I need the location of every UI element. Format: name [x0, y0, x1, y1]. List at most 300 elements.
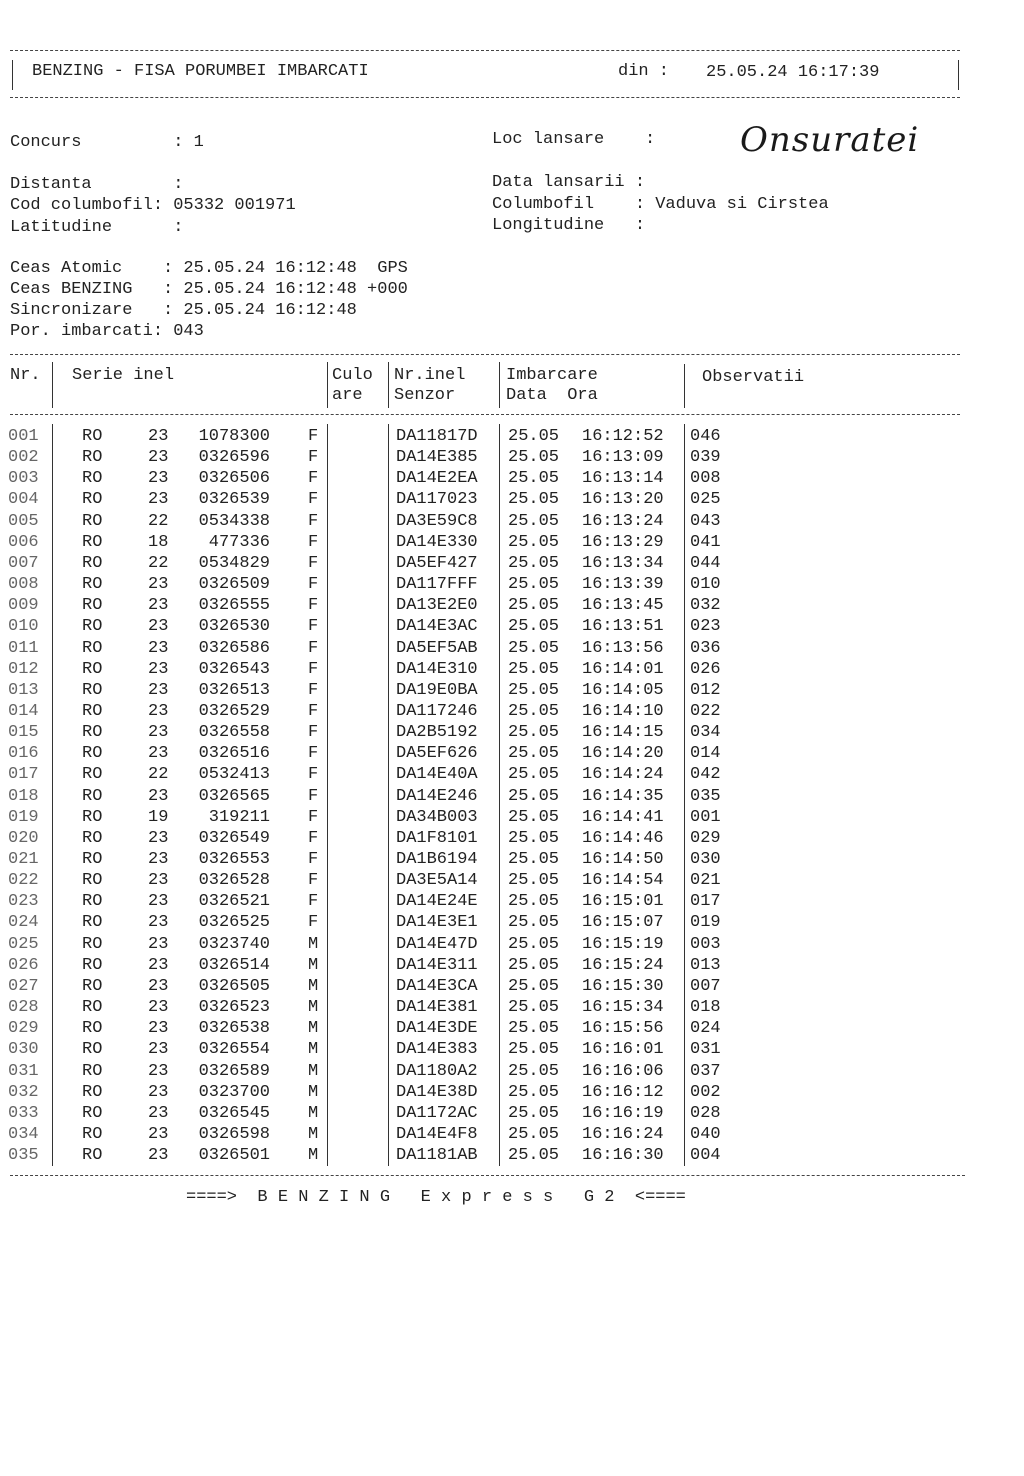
- row-sex: M: [308, 1103, 319, 1123]
- row-year: 23: [148, 1082, 169, 1102]
- row-nr: 029: [8, 1019, 39, 1039]
- row-observatii: 008: [690, 469, 721, 489]
- row-ring-number: 0326525: [198, 913, 270, 933]
- row-sex: M: [308, 1146, 319, 1166]
- row-sex: M: [308, 1082, 319, 1102]
- row-country: RO: [82, 871, 103, 891]
- header-left-border: [12, 60, 13, 90]
- row-observatii: 013: [690, 955, 721, 975]
- col-header-culoare-1: Culo: [332, 366, 373, 385]
- row-time: 16:14:05: [582, 680, 664, 700]
- col-header-nrinel-1: Nr.inel: [394, 366, 466, 385]
- row-time: 16:14:54: [582, 871, 664, 891]
- sincronizare-field: Sincronizare : 25.05.24 16:12:48: [10, 301, 357, 320]
- data-lansarii-field: Data lansarii :: [492, 173, 646, 192]
- row-sensor-ring: DA14E24E: [396, 892, 478, 912]
- row-nr: 003: [8, 469, 39, 489]
- row-date: 25.05: [508, 765, 560, 785]
- row-country: RO: [82, 553, 103, 573]
- row-observatii: 017: [690, 892, 721, 912]
- row-nr: 017: [8, 765, 39, 785]
- latitudine-field: Latitudine :: [10, 218, 184, 237]
- row-time: 16:13:39: [582, 575, 664, 595]
- row-sensor-ring: DA14E3E1: [396, 913, 478, 933]
- table-row: [0, 723, 1024, 744]
- row-time: 16:16:01: [582, 1040, 664, 1060]
- row-observatii: 043: [690, 511, 721, 531]
- row-sensor-ring: DA14E385: [396, 448, 478, 468]
- row-ring-number: 0326521: [198, 892, 270, 912]
- row-time: 16:16:19: [582, 1103, 664, 1123]
- row-sex: F: [308, 448, 319, 468]
- row-year: 22: [148, 553, 169, 573]
- row-sensor-ring: DA13E2E0: [396, 596, 478, 616]
- row-year: 22: [148, 765, 169, 785]
- table-header-divider: [10, 414, 960, 415]
- table-row: [0, 850, 1024, 871]
- row-observatii: 035: [690, 786, 721, 806]
- row-sex: F: [308, 913, 319, 933]
- row-nr: 031: [8, 1061, 39, 1081]
- row-date: 25.05: [508, 1103, 560, 1123]
- row-year: 23: [148, 701, 169, 721]
- col-sep: [684, 364, 685, 408]
- loc-lansare-label: Loc lansare :: [492, 130, 656, 149]
- row-observatii: 028: [690, 1103, 721, 1123]
- row-year: 23: [148, 892, 169, 912]
- row-year: 23: [148, 723, 169, 743]
- row-sex: M: [308, 1040, 319, 1060]
- row-sex: M: [308, 976, 319, 996]
- row-nr: 025: [8, 934, 39, 954]
- row-ring-number: 0326513: [198, 680, 270, 700]
- row-year: 23: [148, 934, 169, 954]
- row-time: 16:13:45: [582, 596, 664, 616]
- row-date: 25.05: [508, 828, 560, 848]
- header-right-border: [958, 60, 959, 90]
- row-sex: M: [308, 1061, 319, 1081]
- row-nr: 026: [8, 955, 39, 975]
- row-time: 16:16:06: [582, 1061, 664, 1081]
- row-nr: 027: [8, 976, 39, 996]
- row-time: 16:15:07: [582, 913, 664, 933]
- row-ring-number: 0326596: [198, 448, 270, 468]
- row-ring-number: 0326565: [198, 786, 270, 806]
- row-sensor-ring: DA34B003: [396, 807, 478, 827]
- row-time: 16:13:34: [582, 553, 664, 573]
- row-ring-number: 0326538: [198, 1019, 270, 1039]
- row-ring-number: 0326553: [198, 850, 270, 869]
- row-ring-number: 1078300: [198, 427, 270, 446]
- row-sex: F: [308, 701, 319, 721]
- row-time: 16:15:19: [582, 934, 664, 954]
- row-ring-number: 0326509: [198, 575, 270, 595]
- table-row: [0, 871, 1024, 892]
- row-nr: 018: [8, 786, 39, 806]
- row-sensor-ring: DA117FFF: [396, 575, 478, 595]
- table-row: [0, 596, 1024, 617]
- row-sex: M: [308, 998, 319, 1018]
- row-date: 25.05: [508, 701, 560, 721]
- row-nr: 006: [8, 532, 39, 552]
- row-date: 25.05: [508, 511, 560, 531]
- row-ring-number: 0326506: [198, 469, 270, 489]
- row-date: 25.05: [508, 913, 560, 933]
- row-year: 23: [148, 1124, 169, 1144]
- row-sensor-ring: DA14E330: [396, 532, 478, 552]
- row-country: RO: [82, 532, 103, 552]
- row-sensor-ring: DA3E59C8: [396, 511, 478, 531]
- table-row: [0, 977, 1024, 998]
- row-sex: F: [308, 871, 319, 891]
- row-country: RO: [82, 765, 103, 785]
- row-sex: F: [308, 765, 319, 785]
- row-sex: F: [308, 532, 319, 552]
- row-sensor-ring: DA14E3AC: [396, 617, 478, 637]
- row-date: 25.05: [508, 723, 560, 743]
- col-header-imbarcare-1: Imbarcare: [506, 366, 598, 385]
- row-country: RO: [82, 490, 103, 510]
- row-sensor-ring: DA14E40A: [396, 765, 478, 785]
- row-sex: M: [308, 955, 319, 975]
- row-country: RO: [82, 723, 103, 743]
- row-ring-number: 0326530: [198, 617, 270, 637]
- table-top-border: [10, 354, 960, 355]
- row-sex: F: [308, 638, 319, 658]
- table-row: [0, 533, 1024, 554]
- row-sex: F: [308, 680, 319, 700]
- row-year: 23: [148, 828, 169, 848]
- row-country: RO: [82, 596, 103, 616]
- row-observatii: 018: [690, 998, 721, 1018]
- row-observatii: 046: [690, 427, 721, 446]
- row-country: RO: [82, 1019, 103, 1039]
- row-year: 23: [148, 976, 169, 996]
- row-ring-number: 0326589: [198, 1061, 270, 1081]
- row-observatii: 037: [690, 1061, 721, 1081]
- row-nr: 008: [8, 575, 39, 595]
- row-year: 23: [148, 1061, 169, 1081]
- row-date: 25.05: [508, 976, 560, 996]
- row-ring-number: 0326528: [198, 871, 270, 891]
- row-sensor-ring: DA117246: [396, 701, 478, 721]
- row-observatii: 010: [690, 575, 721, 595]
- col-header-imbarcare-2: Data Ora: [506, 386, 598, 405]
- table-row: [0, 554, 1024, 575]
- row-year: 23: [148, 1019, 169, 1039]
- row-sensor-ring: DA14E310: [396, 659, 478, 679]
- row-year: 23: [148, 448, 169, 468]
- col-sep: [327, 362, 328, 408]
- row-observatii: 040: [690, 1124, 721, 1144]
- row-time: 16:15:24: [582, 955, 664, 975]
- row-date: 25.05: [508, 553, 560, 573]
- row-year: 23: [148, 871, 169, 891]
- row-time: 16:14:01: [582, 659, 664, 679]
- row-country: RO: [82, 659, 103, 679]
- table-row: [0, 956, 1024, 977]
- row-time: 16:14:46: [582, 828, 664, 848]
- row-year: 23: [148, 469, 169, 489]
- row-observatii: 032: [690, 596, 721, 616]
- row-year: 23: [148, 1146, 169, 1166]
- row-sensor-ring: DA5EF626: [396, 744, 478, 764]
- row-nr: 009: [8, 596, 39, 616]
- document-title: BENZING - FISA PORUMBEI IMBARCATI: [32, 62, 369, 81]
- table-bottom-border: [10, 1175, 965, 1176]
- row-observatii: 001: [690, 807, 721, 827]
- row-ring-number: 0534338: [198, 511, 270, 531]
- table-row: [0, 787, 1024, 808]
- row-sex: F: [308, 427, 319, 446]
- row-date: 25.05: [508, 892, 560, 912]
- row-year: 22: [148, 511, 169, 531]
- row-nr: 013: [8, 680, 39, 700]
- row-sex: F: [308, 659, 319, 679]
- row-year: 23: [148, 998, 169, 1018]
- row-time: 16:14:50: [582, 850, 664, 869]
- row-country: RO: [82, 1040, 103, 1060]
- row-date: 25.05: [508, 955, 560, 975]
- row-country: RO: [82, 680, 103, 700]
- row-ring-number: 477336: [208, 532, 270, 552]
- row-sex: F: [308, 490, 319, 510]
- row-sensor-ring: DA14E2EA: [396, 469, 478, 489]
- row-date: 25.05: [508, 617, 560, 637]
- row-nr: 015: [8, 723, 39, 743]
- row-sensor-ring: DA1181AB: [396, 1146, 478, 1166]
- row-nr: 022: [8, 871, 39, 891]
- row-time: 16:14:24: [582, 765, 664, 785]
- row-nr: 028: [8, 998, 39, 1018]
- row-ring-number: 0326554: [198, 1040, 270, 1060]
- table-row: [0, 448, 1024, 469]
- row-time: 16:14:35: [582, 786, 664, 806]
- table-row: [0, 1083, 1024, 1104]
- ceas-atomic-field: Ceas Atomic : 25.05.24 16:12:48 GPS: [10, 259, 408, 278]
- row-country: RO: [82, 448, 103, 468]
- row-date: 25.05: [508, 490, 560, 510]
- por-imbarcati-field: Por. imbarcati: 043: [10, 322, 204, 341]
- col-header-observatii: Observatii: [702, 368, 805, 387]
- row-sensor-ring: DA14E4F8: [396, 1124, 478, 1144]
- table-row: [0, 765, 1024, 786]
- row-date: 25.05: [508, 575, 560, 595]
- row-observatii: 014: [690, 744, 721, 764]
- row-year: 23: [148, 1040, 169, 1060]
- row-date: 25.05: [508, 807, 560, 827]
- row-country: RO: [82, 976, 103, 996]
- row-country: RO: [82, 744, 103, 764]
- row-time: 16:13:14: [582, 469, 664, 489]
- row-sensor-ring: DA11817D: [396, 427, 478, 446]
- row-sensor-ring: DA5EF5AB: [396, 638, 478, 658]
- row-ring-number: 0532413: [198, 765, 270, 785]
- row-sensor-ring: DA19E0BA: [396, 680, 478, 700]
- row-ring-number: 0326501: [198, 1146, 270, 1166]
- row-country: RO: [82, 511, 103, 531]
- col-sep: [52, 362, 53, 408]
- row-year: 23: [148, 596, 169, 616]
- row-time: 16:13:51: [582, 617, 664, 637]
- row-sensor-ring: DA14E311: [396, 955, 478, 975]
- row-ring-number: 0326549: [198, 828, 270, 848]
- table-row: [0, 427, 1024, 448]
- row-ring-number: 0326545: [198, 1103, 270, 1123]
- row-sensor-ring: DA14E383: [396, 1040, 478, 1060]
- row-country: RO: [82, 934, 103, 954]
- row-nr: 030: [8, 1040, 39, 1060]
- row-sex: M: [308, 1019, 319, 1039]
- row-time: 16:14:41: [582, 807, 664, 827]
- row-observatii: 031: [690, 1040, 721, 1060]
- row-country: RO: [82, 913, 103, 933]
- row-nr: 023: [8, 892, 39, 912]
- row-time: 16:13:56: [582, 638, 664, 658]
- header-bottom-border: [10, 97, 960, 98]
- row-observatii: 039: [690, 448, 721, 468]
- table-row: [0, 808, 1024, 829]
- row-year: 23: [148, 744, 169, 764]
- row-nr: 010: [8, 617, 39, 637]
- row-country: RO: [82, 575, 103, 595]
- row-date: 25.05: [508, 1146, 560, 1166]
- row-year: 23: [148, 1103, 169, 1123]
- row-sensor-ring: DA14E3DE: [396, 1019, 478, 1039]
- row-observatii: 030: [690, 850, 721, 869]
- row-date: 25.05: [508, 744, 560, 764]
- longitudine-field: Longitudine :: [492, 216, 646, 235]
- table-row: [0, 913, 1024, 934]
- row-date: 25.05: [508, 680, 560, 700]
- row-date: 25.05: [508, 638, 560, 658]
- row-date: 25.05: [508, 596, 560, 616]
- table-row: [0, 1104, 1024, 1125]
- row-nr: 011: [8, 638, 39, 658]
- row-nr: 034: [8, 1124, 39, 1144]
- row-year: 23: [148, 617, 169, 637]
- row-nr: 005: [8, 511, 39, 531]
- row-year: 23: [148, 659, 169, 679]
- row-observatii: 022: [690, 701, 721, 721]
- row-time: 16:15:01: [582, 892, 664, 912]
- row-observatii: 021: [690, 871, 721, 891]
- row-ring-number: 0326514: [198, 955, 270, 975]
- table-row: [0, 660, 1024, 681]
- row-nr: 021: [8, 850, 39, 869]
- table-row: [0, 702, 1024, 723]
- row-ring-number: 0326529: [198, 701, 270, 721]
- row-country: RO: [82, 1146, 103, 1166]
- row-sex: F: [308, 850, 319, 869]
- row-ring-number: 0326558: [198, 723, 270, 743]
- row-year: 19: [148, 807, 169, 827]
- row-nr: 001: [8, 427, 39, 446]
- row-ring-number: 319211: [208, 807, 270, 827]
- col-sep: [388, 362, 389, 408]
- row-year: 23: [148, 680, 169, 700]
- row-nr: 032: [8, 1082, 39, 1102]
- row-ring-number: 0326516: [198, 744, 270, 764]
- col-header-serie: Serie inel: [72, 366, 175, 385]
- row-year: 18: [148, 532, 169, 552]
- table-row: [0, 617, 1024, 638]
- table-row: [0, 681, 1024, 702]
- row-ring-number: 0534829: [198, 553, 270, 573]
- col-header-nr: Nr.: [10, 366, 41, 385]
- table-row: [0, 1125, 1024, 1146]
- row-time: 16:13:20: [582, 490, 664, 510]
- row-date: 25.05: [508, 1061, 560, 1081]
- row-country: RO: [82, 955, 103, 975]
- loc-lansare-handwritten: Onsuratei: [740, 120, 920, 160]
- row-ring-number: 0326523: [198, 998, 270, 1018]
- row-nr: 024: [8, 913, 39, 933]
- row-year: 23: [148, 786, 169, 806]
- row-sex: F: [308, 786, 319, 806]
- row-sex: F: [308, 469, 319, 489]
- row-sex: F: [308, 807, 319, 827]
- row-date: 25.05: [508, 871, 560, 891]
- row-observatii: 007: [690, 976, 721, 996]
- row-sex: F: [308, 575, 319, 595]
- table-row: [0, 469, 1024, 490]
- row-nr: 035: [8, 1146, 39, 1166]
- row-sensor-ring: DA117023: [396, 490, 478, 510]
- row-observatii: 019: [690, 913, 721, 933]
- row-date: 25.05: [508, 934, 560, 954]
- table-row: [0, 829, 1024, 850]
- row-observatii: 026: [690, 659, 721, 679]
- row-ring-number: 0326586: [198, 638, 270, 658]
- ceas-benzing-field: Ceas BENZING : 25.05.24 16:12:48 +000: [10, 280, 408, 299]
- row-sex: F: [308, 892, 319, 912]
- table-row: [0, 1062, 1024, 1083]
- row-country: RO: [82, 998, 103, 1018]
- row-observatii: 024: [690, 1019, 721, 1039]
- row-nr: 002: [8, 448, 39, 468]
- row-country: RO: [82, 850, 103, 869]
- row-time: 16:14:10: [582, 701, 664, 721]
- table-row: [0, 490, 1024, 511]
- row-sex: F: [308, 596, 319, 616]
- row-time: 16:13:09: [582, 448, 664, 468]
- footer-text: ====> B E N Z I N G E x p r e s s G 2 <====: [186, 1188, 686, 1207]
- row-date: 25.05: [508, 469, 560, 489]
- row-nr: 020: [8, 828, 39, 848]
- row-sensor-ring: DA3E5A14: [396, 871, 478, 891]
- row-observatii: 034: [690, 723, 721, 743]
- table-row: [0, 998, 1024, 1019]
- row-sensor-ring: DA14E246: [396, 786, 478, 806]
- table-row: [0, 935, 1024, 956]
- table-row: [0, 744, 1024, 765]
- cod-columbofil-field: Cod columbofil: 05332 001971: [10, 196, 296, 215]
- table-row: [0, 639, 1024, 660]
- row-date: 25.05: [508, 850, 560, 869]
- row-time: 16:15:34: [582, 998, 664, 1018]
- row-nr: 007: [8, 553, 39, 573]
- table-row: [0, 1019, 1024, 1040]
- row-observatii: 029: [690, 828, 721, 848]
- header-top-border: [10, 50, 960, 51]
- col-header-culoare-2: are: [332, 386, 363, 405]
- row-date: 25.05: [508, 427, 560, 446]
- row-observatii: 002: [690, 1082, 721, 1102]
- row-sex: F: [308, 723, 319, 743]
- row-ring-number: 0326598: [198, 1124, 270, 1144]
- row-year: 23: [148, 638, 169, 658]
